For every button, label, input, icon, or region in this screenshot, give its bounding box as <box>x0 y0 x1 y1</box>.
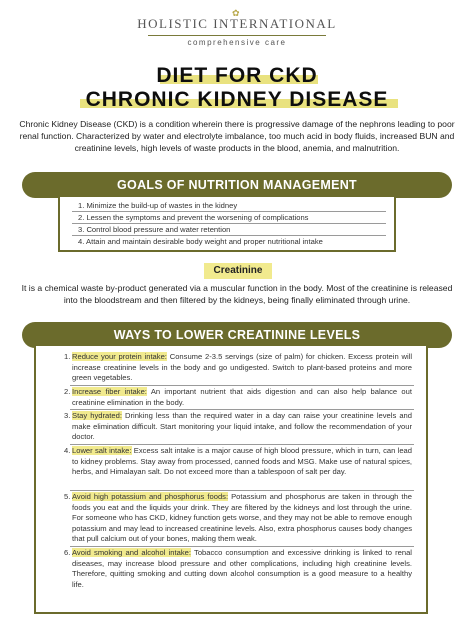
list-number: 1. <box>64 352 71 361</box>
list-item-text: Drinking less than the required water in a day can raise your creatinine levels and make elimination difficult. Start monitoring your liquid intake, and follow the recommendation of your doctor. <box>72 411 412 442</box>
list-item-text: Excess salt intake is a major cause of high blood pressure, which in turn, can lead to kidney problems. Stay away from processed, canned foods and MSG. Make use of natural spices, herbs, and Himalayan salt. Do not exceed more than a tablespoon of salt per day. <box>72 446 412 477</box>
goal-item: 3. Control blood pressure and water retention <box>78 225 231 234</box>
list-item-highlight: Avoid smoking and alcohol intake: <box>72 548 191 557</box>
list-item-highlight: Reduce your protein intake: <box>72 352 167 361</box>
brand-logo <box>0 16 474 47</box>
list-item <box>72 352 412 384</box>
list-item-highlight: Increase fiber intake: <box>72 387 147 396</box>
list-item-highlight: Avoid high potassium and phosphorus foods: <box>72 492 229 501</box>
intro-paragraph: Chronic Kidney Disease (CKD) is a condition wherein there is progressive damage of the nephrons leading to poor renal function. Characterized by water and electrolyte imbalance, too much acid in body fluids, increased BUN and creatinine levels, high levels of waste products in the blood, anemia, and malnutrition. <box>19 119 455 153</box>
goal-item: 4. Attain and maintain desirable body weight and proper nutritional intake <box>78 237 323 246</box>
page-title: DIET FOR CKD <box>156 64 318 87</box>
brand-tagline: comprehensive care <box>187 38 287 47</box>
divider <box>70 444 414 445</box>
divider <box>70 546 414 547</box>
list-item-text: An important nutrient that aids digestion and can also help balance out creatinine elimination in the body. <box>72 387 412 407</box>
page-subtitle: CHRONIC KIDNEY DISEASE <box>85 88 389 111</box>
list-number: 3. <box>64 411 71 420</box>
goals-heading: GOALS OF NUTRITION MANAGEMENT <box>22 172 452 198</box>
list-item <box>72 411 412 443</box>
list-item <box>72 446 412 478</box>
divider <box>72 223 386 224</box>
list-item-highlight: Stay hydrated: <box>72 411 122 420</box>
divider <box>72 235 386 236</box>
list-number: 5. <box>64 492 71 501</box>
list-item <box>72 387 412 408</box>
divider <box>70 385 414 386</box>
list-number: 6. <box>64 548 71 557</box>
leaf-icon: ✿ <box>232 8 240 18</box>
list-number: 2. <box>64 387 71 396</box>
list-item <box>72 492 412 545</box>
logo-divider <box>148 35 326 36</box>
creatinine-paragraph: It is a chemical waste by-product generated via a muscular function in the body. Most of the creatinine is released into the bloodstream and then filtered by the kidneys, being finally eliminated through urine. <box>21 283 453 305</box>
creatinine-label: Creatinine <box>204 263 272 279</box>
list-item <box>72 548 412 590</box>
list-item-text: Tobacco consumption and excessive drinking is linked to renal diseases, may increase blood pressure and other complications, including high creatinine levels. Therefore, quitting smoking and cutting down alcohol consumption is a good measure to a healthy life. <box>72 548 412 589</box>
brand-name: HOLISTIC INTERNATIONAL <box>137 16 337 31</box>
list-item-text: Potassium and phosphorus are taken in through the foods you eat and the liquids your drink. They are filtered by the kidneys and lost through the urine. For someone who has CKD, kidney function gets worse, and they may not be able to remove enough potassium and may lead to increased creatinine levels. Also, extra phosphorus causes body changes that pull calcium out of your bones, making them weak. <box>72 492 412 544</box>
goal-item: 2. Lessen the symptoms and prevent the worsening of complications <box>78 213 309 222</box>
divider <box>70 490 414 491</box>
divider <box>70 409 414 410</box>
divider <box>72 211 386 212</box>
list-item-text: Consume 2-3.5 servings (size of palm) for chicken. Excess protein will increase creatinine levels in the body and go undigested. Switch to plant-based proteins and more green vegetables. <box>72 352 413 383</box>
goals-list <box>58 197 396 252</box>
list-number: 4. <box>64 446 71 455</box>
list-item-highlight: Lower salt intake: <box>72 446 132 455</box>
goal-item: 1. Minimize the build-up of wastes in the kidney <box>78 201 238 210</box>
ways-heading: WAYS TO LOWER CREATININE LEVELS <box>22 322 452 348</box>
